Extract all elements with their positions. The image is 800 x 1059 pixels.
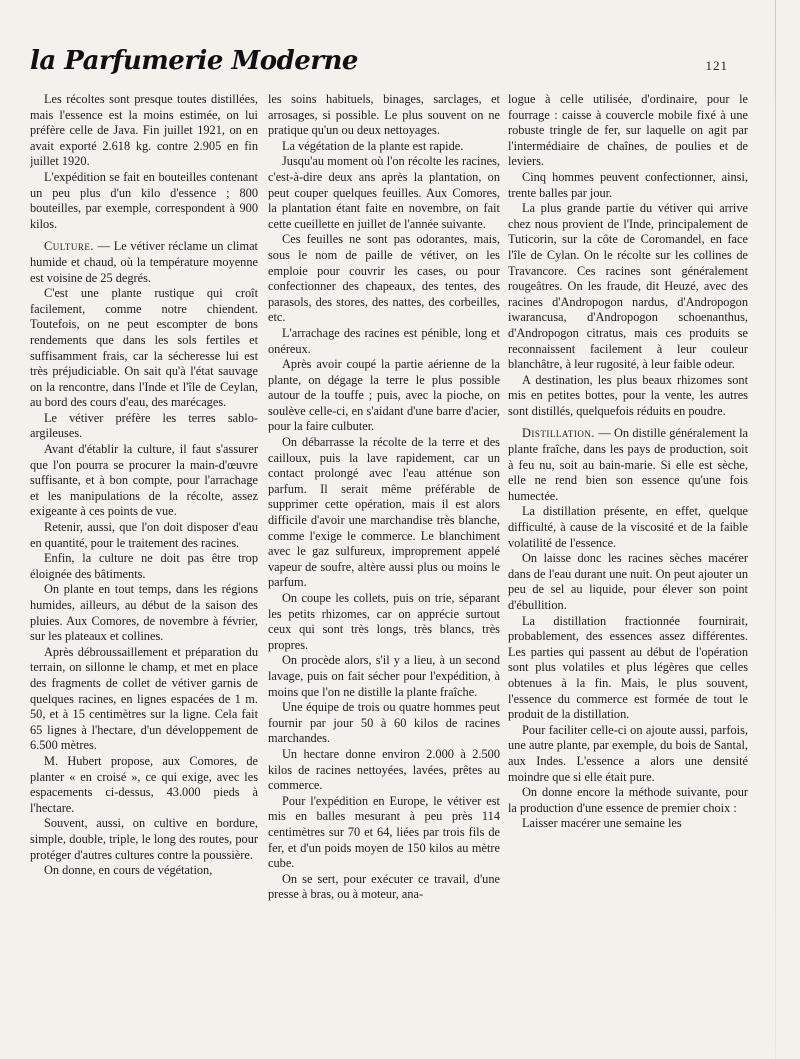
paragraph: Enfin, la culture ne doit pas être trop éloignée des bâtiments. [30,551,258,581]
paragraph: Jusqu'au moment où l'on récolte les racines, c'est-à-dire deux ans après la plantation, on peut couper quelques feuilles. Aux Comores, la plantation étant faite en novembre, on fait cette cueillette en juillet de l'année suivante. [268,154,500,231]
culture-intro: — Le vétiver réclame un climat humide et chaud, où la température moyenne est voisine de 25 degrés. [30,239,258,285]
journal-title: la Parfumerie Moderne [30,46,358,76]
paragraph: L'arrachage des racines est pénible, long et onéreux. [268,325,500,356]
paragraph: Ces feuilles ne sont pas odorantes, mais, sous le nom de paille de vétiver, on les emploie pour couvrir les cases, ou pour confectionner des chapeaux, des tentes, des parasols, des stores, des nattes, des corbeilles, etc. [268,232,500,325]
paragraph: Souvent, aussi, on cultive en bordure, simple, double, triple, le long des routes, pour protéger d'autres cultures contre la poussière. [30,816,258,862]
paragraph: On plante en tout temps, dans les régions humides, ailleurs, au début de la saison des pluies. Aux Comores, de novembre à février, sur les plateaux et collines. [30,582,258,644]
column-2 [268,92,500,1032]
column-1 [30,92,258,1032]
paragraph: On se sert, pour exécuter ce travail, d'une presse à bras, ou à moteur, ana- [268,871,500,902]
paragraph: On donne encore la méthode suivante, pour la production d'une essence de premier choix : [508,785,748,815]
paragraph: M. Hubert propose, aux Comores, de planter « en croisé », ce qui exige, avec les espacements ci-dessus, 43.000 pieds à l'hectare. [30,753,258,815]
paragraph: Pour l'expédition en Europe, le vétiver est mis en balles mesurant à peu près 114 centimètres sur 70 et 64, liées par trois fils de fer, et d'un poids moyen de 150 kilos au mètre cube. [268,793,500,871]
paragraph: Après avoir coupé la partie aérienne de la plante, on dégage la terre le plus possible autour de la touffe ; puis, avec la pioche, on soulève celle-ci, en s'aidant d'une barre d'acier, pour la faire culbuter. [268,357,500,434]
paragraph: Une équipe de trois ou quatre hommes peut fournir par jour 50 à 60 kilos de racines marchandes. [268,700,500,746]
paragraph: On procède alors, s'il y a lieu, à un second lavage, puis on fait sécher pour l'expédition, à moins que l'on ne distille la plante fraîche. [268,653,500,699]
distillation-paragraph [508,426,748,504]
paragraph: La distillation fractionnée fournirait, probablement, des essences assez différentes. Les parties qui passent au début de l'opération sont plus volatiles et plus légères que celles obtenues à la fin. Mais, le plus souvent, l'essence du commerce est formée de tout le produit de la distillation. [508,613,748,722]
column-3 [508,92,748,1032]
paragraph: logue à celle utilisée, d'ordinaire, pour le fourrage : caisse à couvercle mobile fixé à une robuste tringle de fer, sur laquelle on agit par l'intermédiaire de chaînes, de poulies et de leviers. [508,92,748,169]
paragraph: On laisse donc les racines sèches macérer dans de l'eau durant une nuit. On peut ajouter un peu de sel au liquide, pour élever son point d'ébullition. [508,551,748,612]
section-heading-culture: Culture. [44,239,94,254]
paragraph: Le vétiver préfère les terres sablo-argileuses. [30,410,258,441]
paragraph: La végétation de la plante est rapide. [282,138,464,153]
paragraph: C'est une plante rustique qui croît facilement, comme notre chiendent. Toutefois, on ne peut escompter de bons rendements que dans les sols fertiles et suffisamment frais, car la sécheresse lui est très préjudiciable. On sait qu'à l'état sauvage on la rencontre, dans l'Inde et l'île de Ceylan, au bord des cours d'eau, des marécages. [30,286,258,410]
paragraph: Après débroussaillement et préparation du terrain, on sillonne le champ, et met en place des fragments de collet de vétiver garnis de quelques racines, en lignes espacées de 1 m. 50, et à 15 centimètres sur la ligne. Cela fait 65 lignes à l'hectare, d'un développement de 6.500 mètres. [30,644,258,753]
text-columns [30,92,750,1032]
paragraph: L'expédition se fait en bouteilles contenant un peu plus d'un kilo d'essence ; 800 bouteilles, par exemple, correspondent à 900 kilos. [30,169,258,231]
page-edge [775,0,776,1059]
paragraph: La distillation présente, en effet, quelque difficulté, à cause de la viscosité et de la faible volatilité de l'essence. [508,504,748,550]
paragraph: Cinq hommes peuvent confectionner, ainsi, trente balles par jour. [508,169,748,200]
paragraph: Avant d'établir la culture, il faut s'assurer que l'on pourra se procurer la main-d'œuvre suffisante, et à bon compte, pour l'arrachage et les manipulations de la récolte, assez exigeante à ces points de vue. [30,442,258,519]
paragraph: Un hectare donne environ 2.000 à 2.500 kilos de racines nettoyées, lavées, prêtes au commerce. [268,746,500,793]
paragraph: Pour faciliter celle-ci on ajoute aussi, parfois, une autre plante, par exemple, du bois de Santal, aux Indes. L'essence a alors une densité moindre que si elle était pure. [508,722,748,784]
paragraph: On coupe les collets, puis on trie, séparant les petits rhizomes, car on apprécie surtout ceux qui sont très longs, très blancs, très propres. [268,591,500,652]
page-number: 121 [705,58,728,73]
paragraph: Laisser macérer une semaine les [522,816,682,831]
paragraph: A destination, les plus beaux rhizomes sont mis en petites bottes, pour la vente, les autres sont distillés, quelquefois réduits en poudre. [508,372,748,418]
paragraph: La plus grande partie du vétiver qui arrive chez nous provient de l'Inde, principalement de Tuticorin, sur la côte de Coromandel, en face l'île de Cylan. On le récolte sur les collines de Travancore. Ces racines sont généralement rougeâtres. On les fraude, dit Heuzé, avec des racines d'Andropogon nardus, d'Andropogon iwarancusa, d'Andropogon schoenanthus, d'Andropogon citratus, mais ces produits se reconnaissent facilement à leur couleur blanchâtre, à leur rugosité, à leur faible odeur. [508,201,748,372]
paragraph: les soins habituels, binages, sarclages, et arrosages, si possible. Le plus souvent on ne pratique qu'un ou deux nettoyages. [268,92,500,138]
paragraph: Retenir, aussi, que l'on doit disposer d'eau en quantité, pour le traitement des racines. [30,520,258,550]
paragraph: Les récoltes sont presque toutes distillées, mais l'essence est la moins estimée, on lui préfère celle de Java. Fin juillet 1921, on en avait exporté 2.618 kg. contre 2.905 en fin juillet 1920. [30,92,258,169]
section-heading-distillation: Distillation. [522,426,595,441]
distillation-intro: — On distille généralement la plante fraîche, dans les pays de production, soit à feu nu, soit au bain-marie. Si elle est sèche, elle ne rend bien son essence qu'une fois humectée. [508,426,748,503]
culture-paragraph [30,239,258,286]
paragraph: On débarrasse la récolte de la terre et des cailloux, puis la lave rapidement, car un contact prolongé avec l'eau atténue son parfum. Il serait même préférable de supprimer cette opération, mais il est alors difficile d'avoir une marchandise très blanche, comme l'exige le commerce. Le blanchiment avec le gaz sulfureux, improprement appelé vapeur de soufre, altère aussi plus ou moins le parfum. [268,435,500,590]
paragraph: On donne, en cours de végétation, [44,863,213,878]
